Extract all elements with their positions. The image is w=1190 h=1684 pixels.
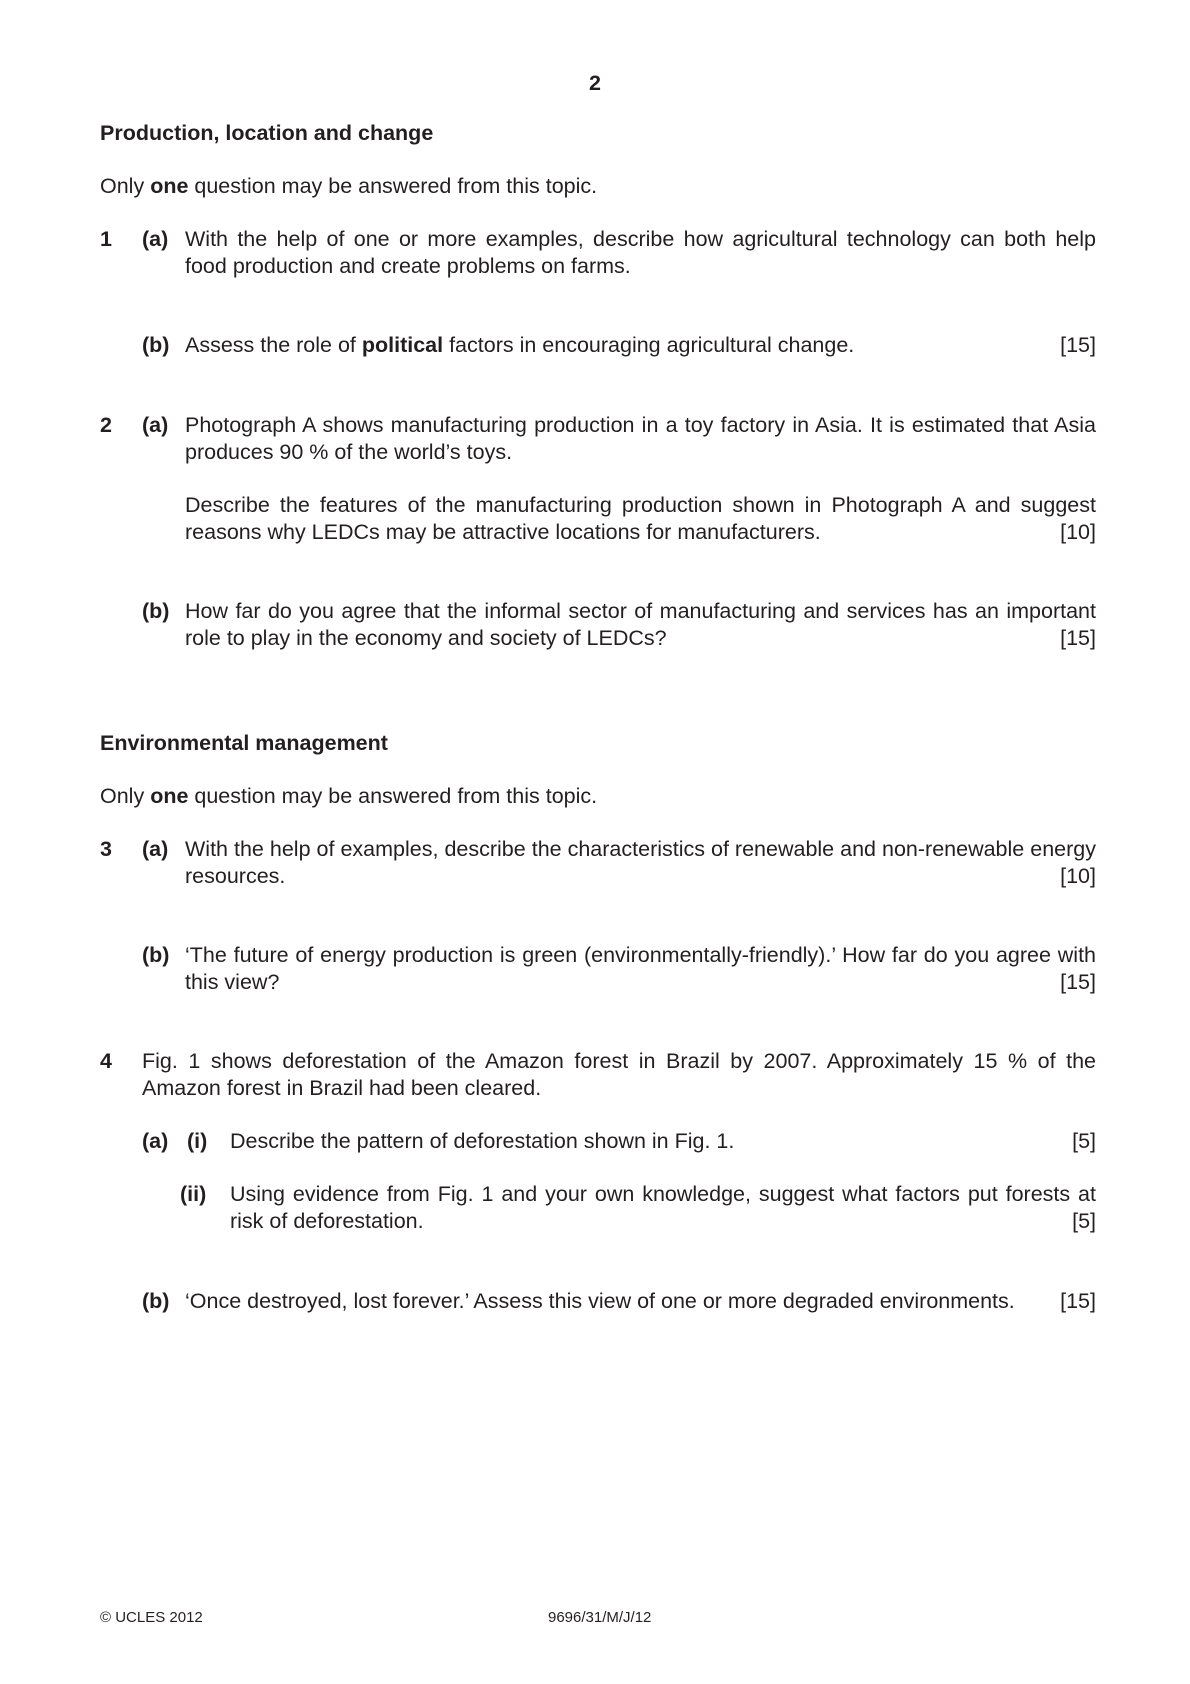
question-text: Describe the pattern of deforestation shown in Fig. 1. xyxy=(230,1129,735,1153)
subpart-label: (ii) xyxy=(180,1182,207,1206)
part-label: (a) xyxy=(142,837,169,861)
question-text-part: factors in encouraging agricultural change. xyxy=(443,333,855,357)
page-number: 2 xyxy=(589,71,601,95)
marks: [15] xyxy=(1060,1289,1096,1313)
intro-text: Only xyxy=(100,174,151,198)
part-label: (a) xyxy=(142,227,169,251)
part-label: (a) xyxy=(142,413,169,437)
intro-text: question may be answered from this topic. xyxy=(188,784,598,808)
footer-copyright: © UCLES 2012 xyxy=(100,1609,203,1626)
part-label: (b) xyxy=(142,1289,170,1313)
question-text: ‘The future of energy production is green (environmentally-friendly).’ How far do you agree with this view? xyxy=(185,943,1096,994)
section-heading-environmental: Environmental management xyxy=(100,731,388,755)
marks: [10] xyxy=(1060,520,1096,544)
marks: [15] xyxy=(1060,626,1096,650)
question-text: With the help of one or more examples, describe how agricultural technology can both help food production and create problems on farms. xyxy=(185,227,1096,278)
question-stem: Fig. 1 shows deforestation of the Amazon forest in Brazil by 2007. Approximately 15 % of the Amazon forest in Brazil had been cleared. xyxy=(142,1049,1096,1100)
intro-text: question may be answered from this topic. xyxy=(188,174,598,198)
marks: [15] xyxy=(1060,970,1096,994)
marks: [15] xyxy=(1060,333,1096,357)
question-text: Photograph A shows manufacturing production in a toy factory in Asia. It is estimated that Asia produces 90 % of the world’s toys. xyxy=(185,413,1096,464)
question-number: 3 xyxy=(100,837,112,861)
marks: [5] xyxy=(1072,1209,1096,1233)
question-text: How far do you agree that the informal sector of manufacturing and services has an important role to play in the economy and society of LEDCs? xyxy=(185,599,1096,650)
question-text-part: Assess the role of xyxy=(185,333,362,357)
question-text: ‘Once destroyed, lost forever.’ Assess this view of one or more degraded environments. xyxy=(185,1289,1015,1313)
question-text: Describe the features of the manufacturing production shown in Photograph A and suggest reasons why LEDCs may be attractive locations for manufacturers. xyxy=(185,493,1096,544)
question-number: 4 xyxy=(100,1049,112,1073)
part-label: (b) xyxy=(142,599,170,623)
footer-code: 9696/31/M/J/12 xyxy=(548,1609,652,1626)
question-text: Using evidence from Fig. 1 and your own knowledge, suggest what factors put forests at risk of deforestation. xyxy=(230,1182,1096,1233)
part-label: (a) xyxy=(142,1129,169,1153)
section-intro-environmental xyxy=(100,783,597,810)
part-label: (b) xyxy=(142,333,170,357)
subpart-label: (i) xyxy=(187,1129,208,1153)
section-heading-production: Production, location and change xyxy=(100,121,434,145)
part-label: (b) xyxy=(142,943,170,967)
question-number: 1 xyxy=(100,227,112,251)
marks: [5] xyxy=(1072,1129,1096,1153)
marks: [10] xyxy=(1060,864,1096,888)
question-number: 2 xyxy=(100,413,112,437)
question-text xyxy=(185,332,854,359)
question-text-bold: political xyxy=(361,333,444,357)
question-text: With the help of examples, describe the characteristics of renewable and non-renewable energy resources. xyxy=(185,837,1096,888)
section-intro-production xyxy=(100,173,597,200)
intro-text: Only xyxy=(100,784,151,808)
intro-bold: one xyxy=(150,174,189,198)
intro-bold: one xyxy=(150,784,189,808)
